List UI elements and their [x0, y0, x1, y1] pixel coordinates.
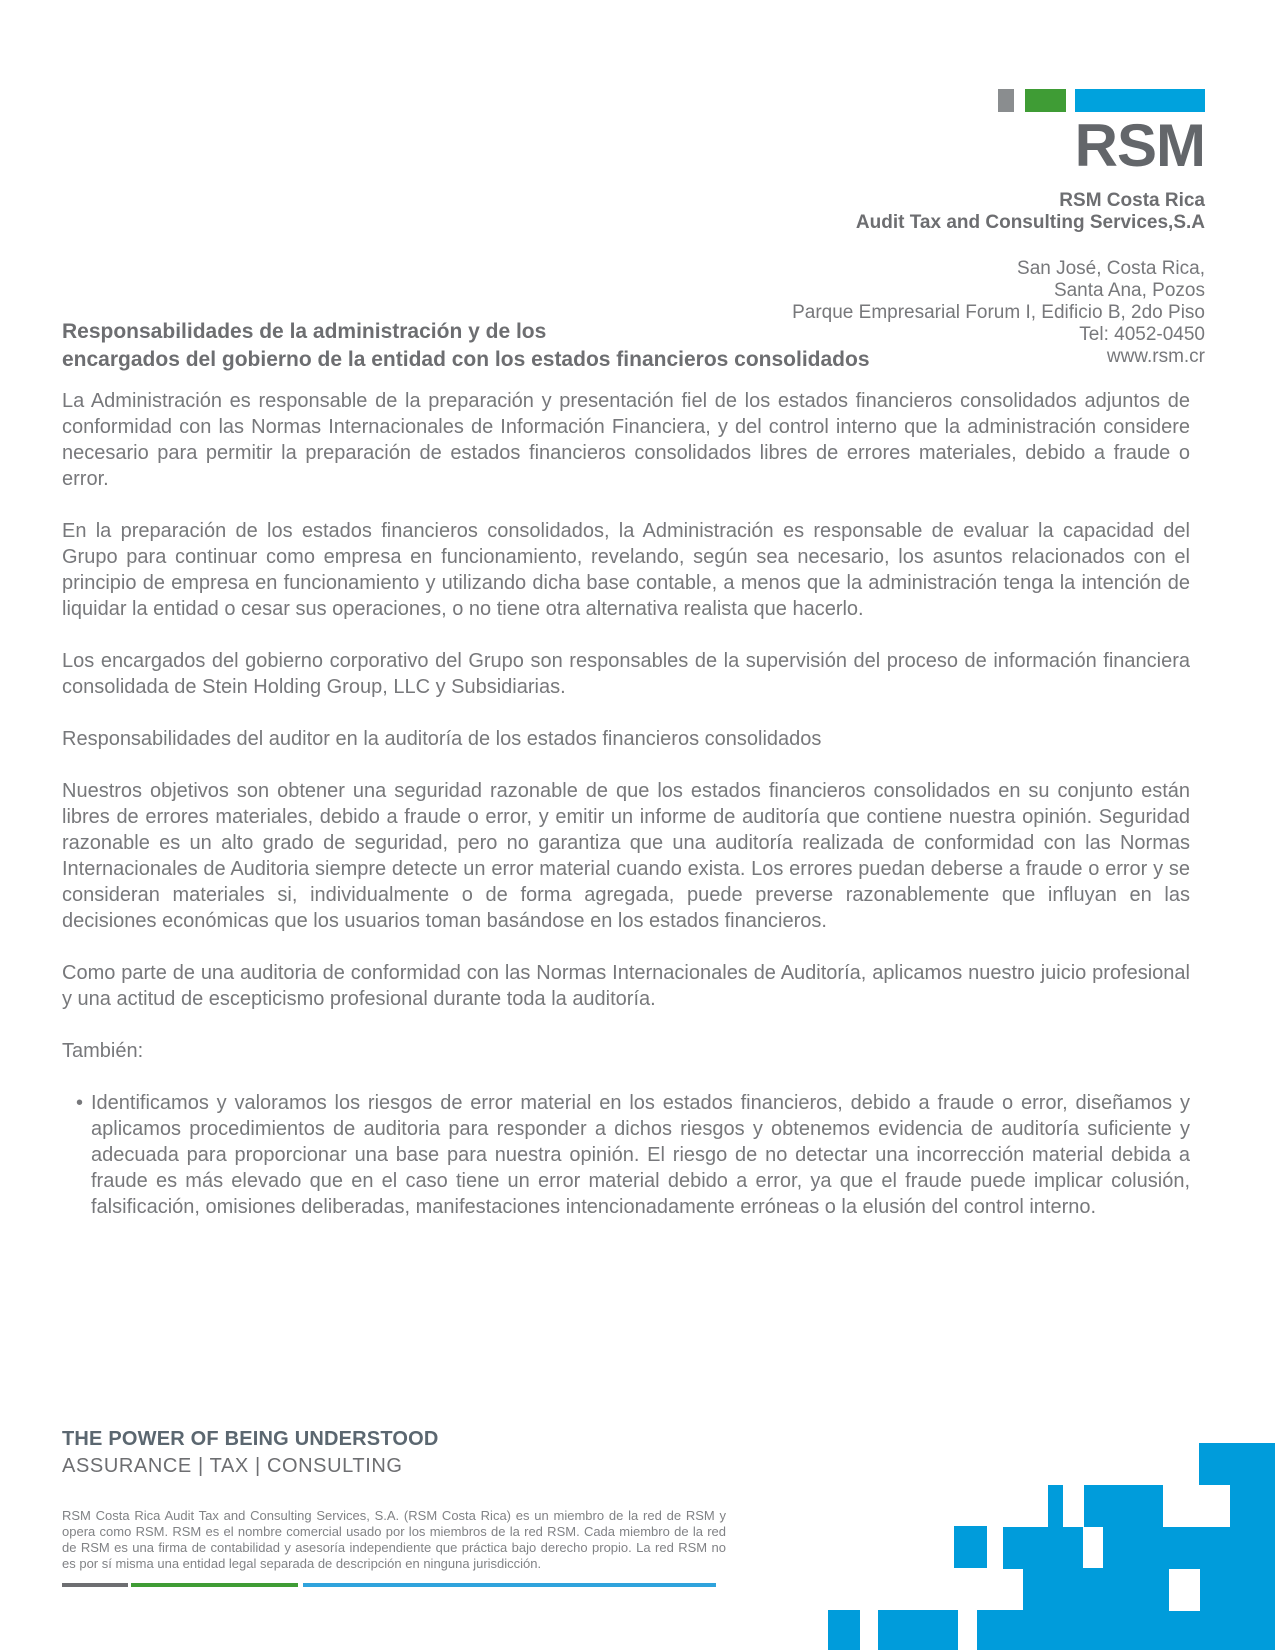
heading-line-2: encargados del gobierno de la entidad con los estados financieros consolidados	[62, 348, 870, 371]
divider-segment-blue	[303, 1583, 716, 1587]
pixel-block	[878, 1610, 958, 1650]
address-line: Parque Empresarial Forum I, Edificio B, 2do Piso	[792, 302, 1205, 323]
logo-block-green	[1025, 89, 1066, 112]
address-line: San José, Costa Rica,	[1017, 258, 1205, 279]
pixel-block	[1199, 1443, 1275, 1485]
address-line: Santa Ana, Pozos	[1053, 280, 1205, 301]
pixel-block	[954, 1526, 987, 1568]
address-line-website: www.rsm.cr	[1106, 346, 1205, 367]
paragraph-professional-judgement: Como parte de una auditoria de conformidad con las Normas Internacionales de Auditoría, aplicamos nuestro juicio profesional y una actitud de escepticismo profesional durante toda la auditoría.	[62, 962, 1190, 1010]
disclaimer-text: RSM Costa Rica Audit Tax and Consulting Services, S.A. (RSM Costa Rica) es un miembro de la red de RSM y opera como RSM. RSM es el nombre comercial usado por los miembros de la red RSM. Cada miembro de la red de RSM es una firma de contabilidad y asesoría independiente que práctica bajo derecho propio. La red RSM no es por sí misma una entidad legal separada de descripción en ninguna jurisdicción.	[62, 1508, 726, 1571]
pixel-block	[1003, 1527, 1275, 1569]
paragraph-going-concern: En la preparación de los estados financieros consolidados, la Administración es responsable de evaluar la capacidad del Grupo para continuar como empresa en funcionamiento, revelando, según sea necesario, los asuntos relacionados con el principio de empresa en funcionamiento y utilizando dicha base contable, a menos que la administración tenga la intención de liquidar la entidad o cesar sus operaciones, o no tiene otra alternativa realista que hacerlo.	[62, 520, 1190, 620]
paragraph-auditor-responsibility-title: Responsabilidades del auditor en la auditoría de los estados financieros consolidados	[62, 728, 822, 750]
company-name: RSM Costa Rica	[1059, 190, 1205, 211]
bullet-icon: •	[76, 1092, 84, 1114]
pixel-hole	[1169, 1569, 1200, 1611]
divider-segment-gray	[62, 1583, 128, 1587]
paragraph-tambien: También:	[62, 1040, 144, 1062]
pixel-block	[1084, 1485, 1163, 1528]
pixel-block	[1023, 1568, 1275, 1611]
address-line-phone: Tel: 4052-0450	[1079, 324, 1205, 345]
rsm-logo-icon	[998, 89, 1205, 112]
paragraph-governance: Los encargados del gobierno corporativo del Grupo son responsables de la supervisión del proceso de información financiera consolidada de Stein Holding Group, LLC y Subsidiarias.	[62, 650, 1190, 698]
pixel-block	[828, 1610, 860, 1650]
paragraph-administration-responsibility: La Administración es responsable de la preparación y presentación fiel de los estados financieros consolidados adjuntos de conformidad con las Normas Internacionales de Información Financiera, y del control interno que la administración considere necesario para permitir la preparación de estados financieros consolidados libres de errores materiales, debido a fraude o error.	[62, 390, 1190, 490]
pixel-block	[977, 1610, 1275, 1650]
paragraph-objectives: Nuestros objetivos son obtener una seguridad razonable de que los estados financieros consolidados en su conjunto están libres de errores materiales, debido a fraude o error, y emitir un informe de auditoría que contiene nuestra opinión. Seguridad razonable es un alto grado de seguridad, pero no garantiza que una auditoría realizada de conformidad con las Normas Internacionales de Auditoria siempre detecte un error material cuando exista. Los errores puedan deberse a fraude o error y se consideran materiales si, individualmente o de forma agregada, puede preverse razonablemente que influyan en las decisiones económicas que los usuarios toman basándose en los estados financieros.	[62, 780, 1190, 932]
pixel-block	[1048, 1485, 1063, 1528]
pixel-block	[1230, 1485, 1275, 1528]
heading-line-1: Responsabilidades de la administración y de los	[62, 320, 547, 343]
logo-block-blue	[1075, 89, 1205, 112]
tagline: THE POWER OF BEING UNDERSTOOD	[62, 1428, 439, 1450]
bullet-text: Identificamos y valoramos los riesgos de error material en los estados financieros, debido a fraude o error, diseñamos y aplicamos procedimientos de auditoria para responder a dichos riesgos y obtenemos evidencia de auditoría suficiente y adecuada para proporcionar una base para nuestra opinión. El riesgo de no detectar una incorrección material debida a fraude es más elevado que en el caso tiene un error material debido a error, ya que el fraude puede implicar colusión, falsificación, omisiones deliberadas, manifestaciones intencionadamente erróneas o la elusión del control interno.	[91, 1092, 1190, 1218]
services-line: ASSURANCE | TAX | CONSULTING	[62, 1455, 403, 1477]
pixel-hole	[1083, 1527, 1103, 1568]
company-subname: Audit Tax and Consulting Services,S.A	[855, 212, 1205, 233]
document-heading	[62, 318, 962, 374]
company-name-block	[856, 190, 1205, 234]
rsm-wordmark: RSM	[1074, 112, 1205, 179]
divider-segment-green	[131, 1583, 298, 1587]
document-body	[62, 388, 1190, 1220]
bullet-item	[62, 1090, 1190, 1220]
logo-block-gray	[998, 89, 1014, 112]
